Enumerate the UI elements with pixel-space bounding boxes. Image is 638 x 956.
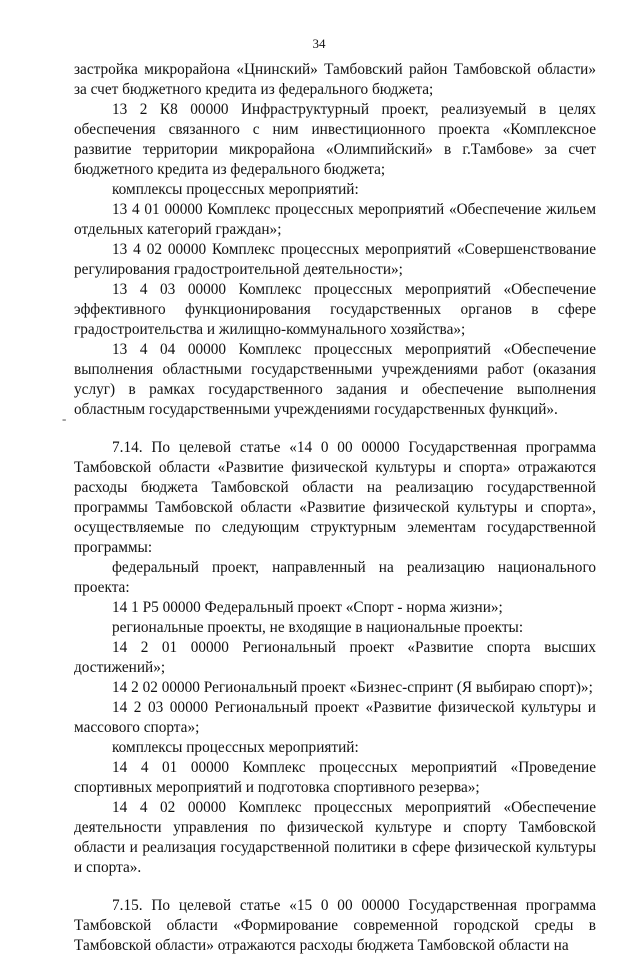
paragraph: застройка микрорайона «Цнинский» Тамбовский район Тамбовской области» за счет бюджетного кредита из федерального бюджета; [74,61,596,98]
paragraph: комплексы процессных мероприятий: [112,181,359,198]
paragraph: 13 4 04 00000 Комплекс процессных мероприятий «Обеспечение выполнения областными государственными учреждениями работ (оказания услуг) в рамках государственного задания и обеспечение выполнения областным государственными учреждениями государственных функций». [74,341,596,418]
paragraph: 14 2 02 00000 Региональный проект «Бизнес-спринт (Я выбираю спорт)»; [112,679,593,696]
paragraph: 14 4 02 00000 Комплекс процессных мероприятий «Обеспечение деятельности управления по физической культуре и спорту Тамбовской области и реализация государственной политики в сфере физической культуры и спорта». [74,799,596,876]
paragraph: 13 2 К8 00000 Инфраструктурный проект, реализуемый в целях обеспечения связанного с ним инвестиционного проекта «Комплексное развитие территории микрорайона «Олимпийский» в г.Тамбове» за счет бюджетного кредита из федерального бюджета; [74,101,596,178]
margin-mark: - [62,411,67,426]
section-heading-paragraph: 7.15. По целевой статье «15 0 00 00000 Государственная программа Тамбовской области «Формирование современной городской среды в Тамбовской области» отражаются расходы бюджета Тамбовской области на [74,897,596,954]
paragraph: региональные проекты, не входящие в национальные проекты: [112,619,524,636]
paragraph: 13 4 02 00000 Комплекс процессных мероприятий «Совершенствование регулирования градостроительной деятельности»; [74,241,596,278]
paragraph: комплексы процессных мероприятий: [112,739,359,756]
section-heading-paragraph: 7.14. По целевой статье «14 0 00 00000 Государственная программа Тамбовской области «Развитие физической культуры и спорта» отражаются расходы бюджета Тамбовской области на реализацию государственной программы Тамбовской области «Развитие физической культуры и спорта», осуществляемые по следующим структурным элементам государственной программы: [74,439,596,556]
paragraph: 14 4 01 00000 Комплекс процессных мероприятий «Проведение спортивных мероприятий и подготовка спортивного резерва»; [74,759,596,796]
paragraph: 14 2 01 00000 Региональный проект «Развитие спорта высших достижений»; [74,639,596,676]
document-body [74,60,596,956]
paragraph: 14 1 Р5 00000 Федеральный проект «Спорт - норма жизни»; [112,599,503,616]
paragraph: 13 4 03 00000 Комплекс процессных мероприятий «Обеспечение эффективного функционирования государственных органов в сфере градостроительства и жилищно-коммунального хозяйства»; [74,281,596,338]
page-number: 34 [312,36,326,51]
paragraph: федеральный проект, направленный на реализацию национального проекта: [74,559,596,596]
paragraph: 13 4 01 00000 Комплекс процессных мероприятий «Обеспечение жильем отдельных категорий граждан»; [74,201,596,238]
paragraph: 14 2 03 00000 Региональный проект «Развитие физической культуры и массового спорта»; [74,699,596,736]
